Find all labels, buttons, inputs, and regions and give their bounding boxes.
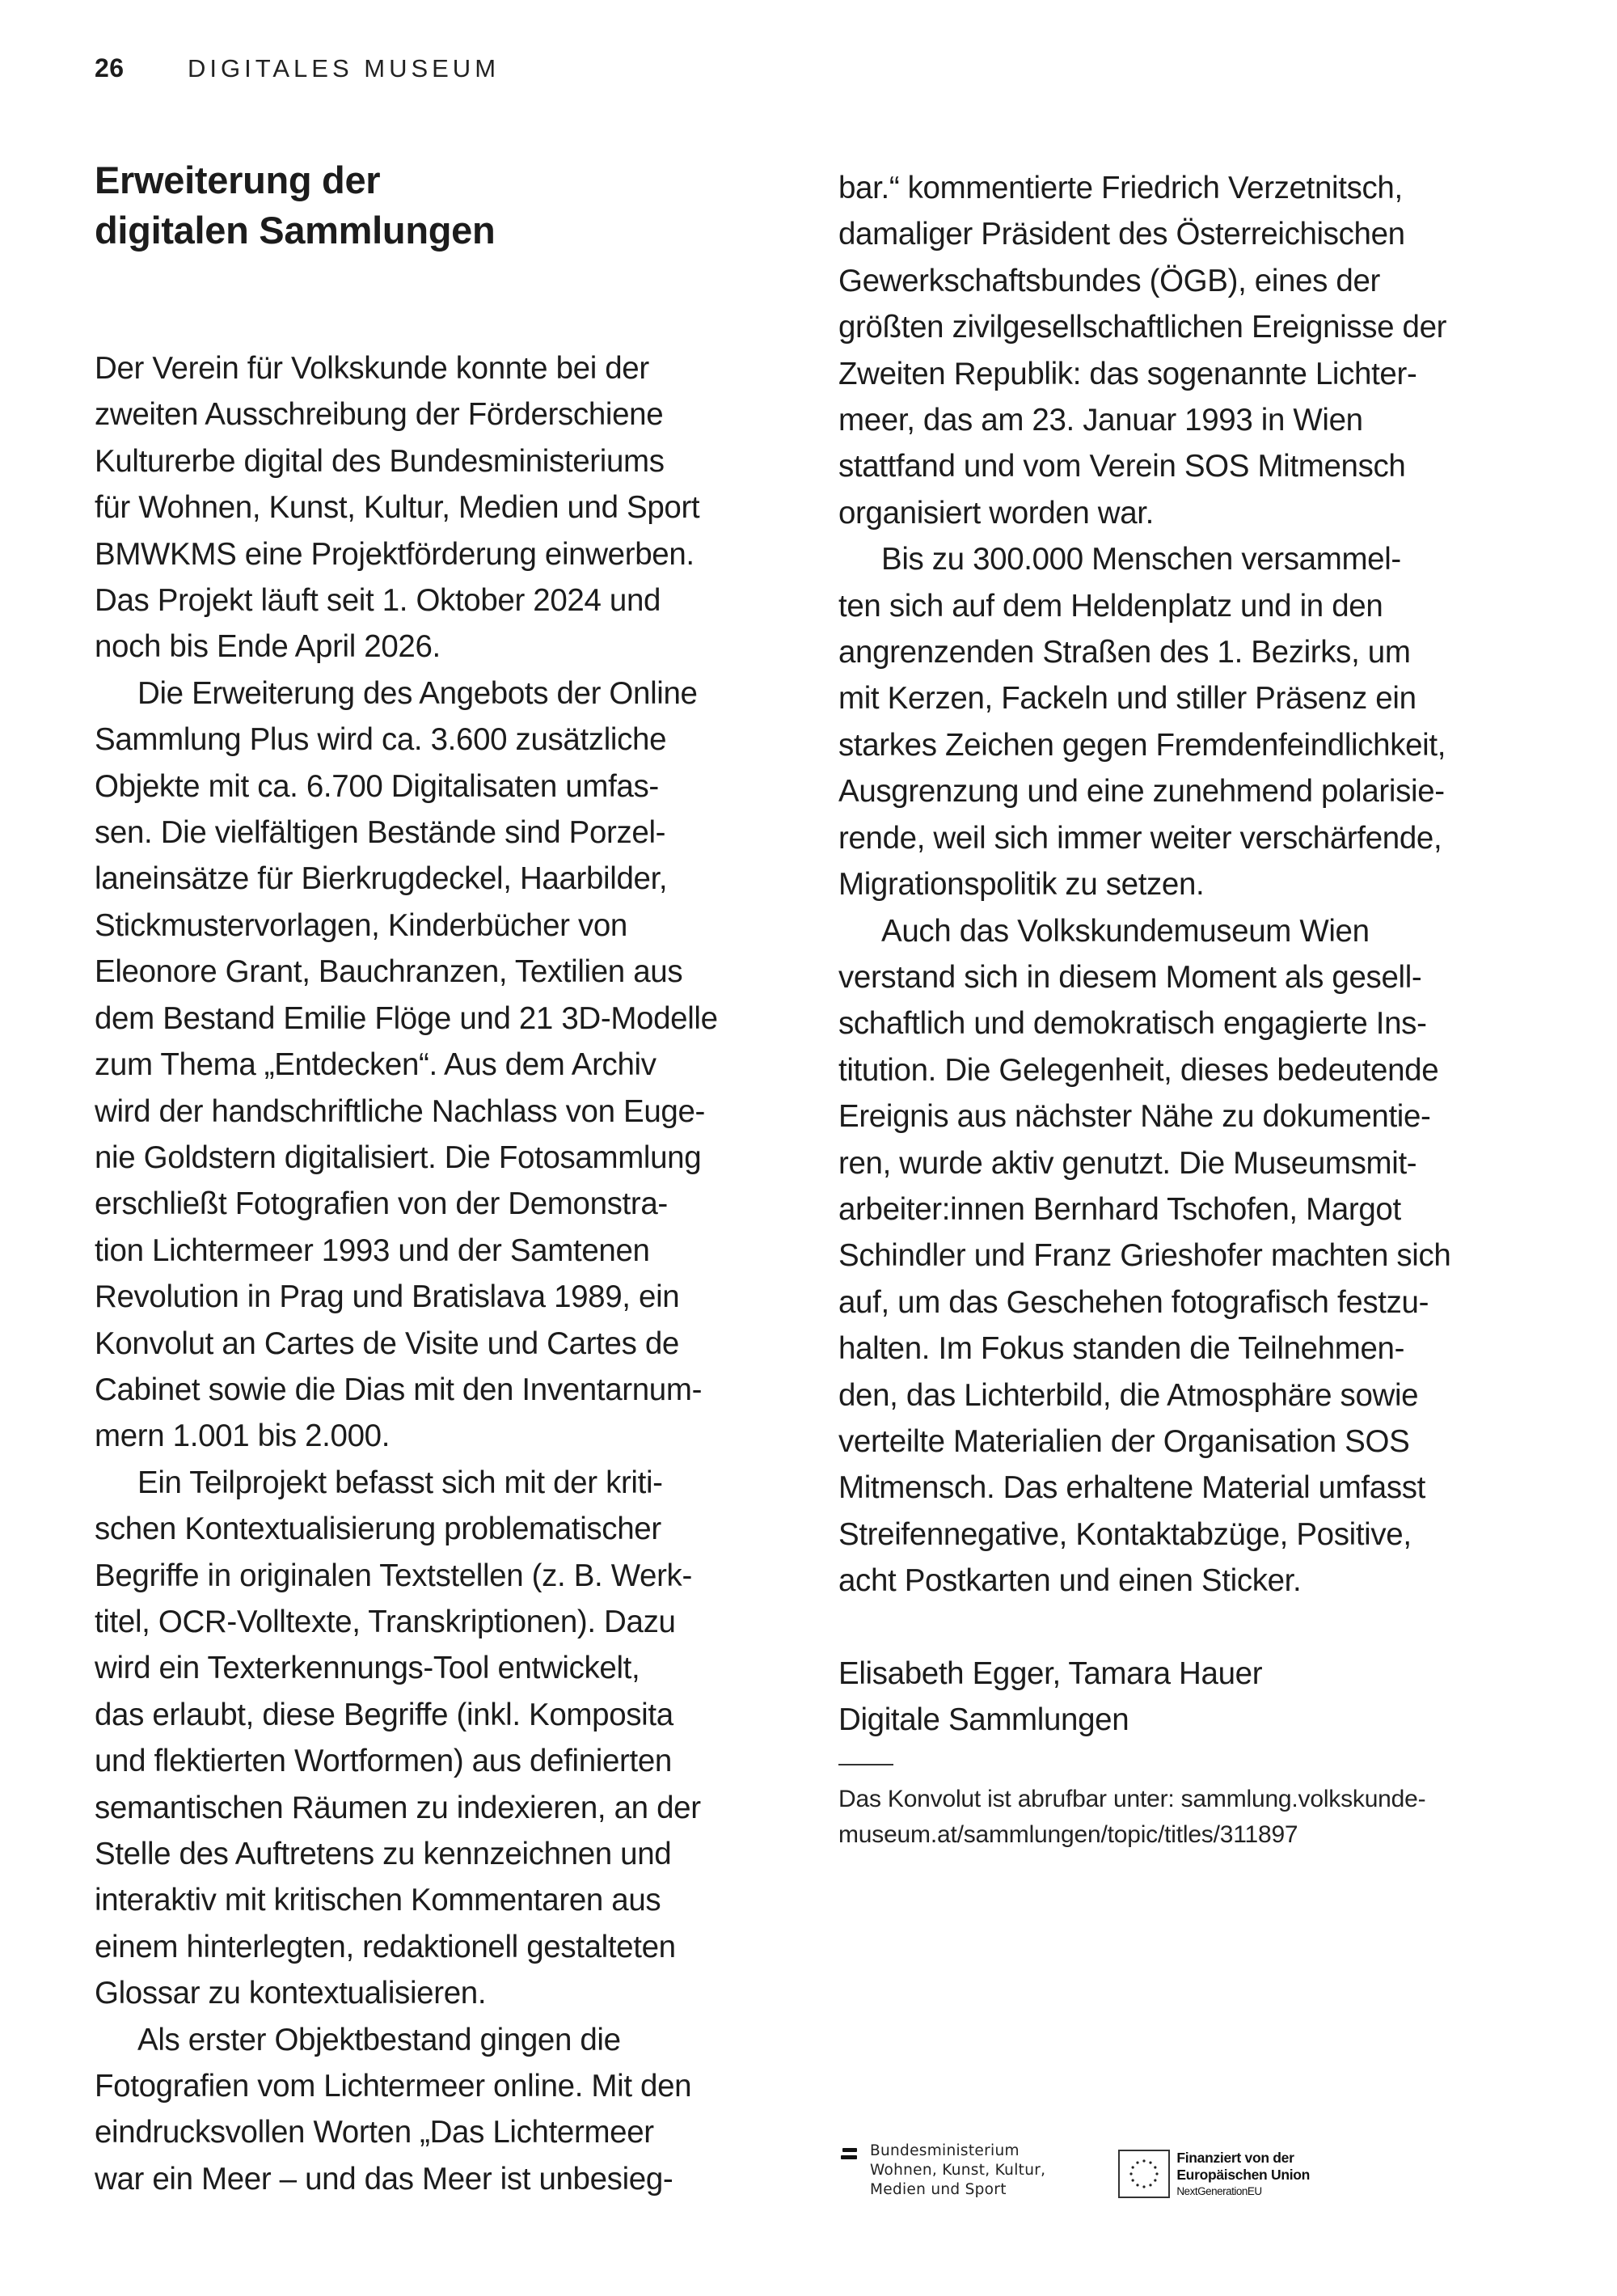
text-line: Fotografien vom Lichtermeer online. Mit den [95, 2069, 692, 2104]
text-line: mern 1.001 bis 2.000. [95, 1419, 391, 1454]
text-line: angrenzenden Straßen des 1. Bezirks, um [838, 635, 1411, 670]
footnote-divider [838, 1764, 893, 1765]
text-line: verstand sich in diesem Moment als gesell- [838, 959, 1422, 995]
ministry-line: Medien und Sport [870, 2181, 1007, 2198]
text-line: zum Thema „Entdecken“. Aus dem Archiv [95, 1047, 657, 1083]
article-title [95, 155, 758, 256]
text-line: den, das Lichterbild, die Atmosphäre sowie [838, 1377, 1419, 1413]
text-line: titel, OCR-Volltexte, Transkriptionen). Dazu [95, 1604, 676, 1639]
footnote [838, 1782, 1566, 1853]
text-line: organisiert worden war. [838, 495, 1154, 531]
eu-star [1130, 2172, 1133, 2175]
eu-star [1143, 2185, 1146, 2188]
text-line: Revolution in Prag und Bratislava 1989, ein [95, 1279, 680, 1315]
eu-line: NextGenerationEU [1176, 2185, 1262, 2197]
text-line: nie Goldstern digitalisiert. Die Fotosammlung [95, 1140, 702, 1175]
text-line: Als erster Objektbestand gingen die [137, 2022, 621, 2057]
text-line: Streifennegative, Kontaktabzüge, Positive, [838, 1516, 1412, 1552]
eu-star [1132, 2179, 1134, 2181]
text-line: erschließt Fotografien von der Demonstra- [95, 1186, 668, 1222]
paragraph [95, 670, 806, 1460]
text-line: Kulturerbe digital des Bundesministeriums [95, 443, 665, 479]
paragraph [95, 2017, 806, 2203]
eu-flag-icon [1118, 2150, 1170, 2198]
author-block [838, 1651, 1566, 1744]
text-line: zweiten Ausschreibung der Förderschiene [95, 397, 664, 433]
text-line: starkes Zeichen gegen Fremdenfeindlichkeit, [838, 727, 1446, 763]
text-line: dem Bestand Emilie Flöge und 21 3D-Modelle [95, 1000, 718, 1036]
text-line: Das Projekt läuft seit 1. Oktober 2024 und [95, 583, 661, 619]
text-line: Stickmustervorlagen, Kinderbücher von [95, 907, 627, 943]
right-column [838, 165, 1566, 1853]
department: Digitale Sammlungen [838, 1702, 1129, 1737]
text-line: Eleonore Grant, Bauchranzen, Textilien aus [95, 954, 683, 990]
text-line: Bis zu 300.000 Menschen versammel- [881, 542, 1401, 577]
eu-star [1137, 2162, 1139, 2164]
text-line: war ein Meer – und das Meer ist unbesieg- [95, 2161, 673, 2197]
ministry-logo-text [870, 2142, 1045, 2200]
text-line: titution. Die Gelegenheit, dieses bedeutende [838, 1052, 1439, 1088]
text-line: schen Kontextualisierung problematischer [95, 1512, 661, 1547]
eu-star [1132, 2166, 1134, 2168]
eu-star [1137, 2184, 1139, 2186]
paragraph [95, 1460, 806, 2017]
eu-star [1156, 2172, 1159, 2175]
text-line: semantischen Räumen zu indexieren, an der [95, 1790, 701, 1825]
text-line: Ausgrenzung und eine zunehmend polarisie- [838, 774, 1445, 810]
footnote-line[interactable]: museum.at/sammlungen/topic/titles/311897 [838, 1821, 1298, 1849]
title-line: digitalen Sammlungen [95, 209, 496, 252]
eu-star [1150, 2184, 1152, 2186]
text-line: stattfand und vom Verein SOS Mitmensch [838, 449, 1406, 484]
footnote-line[interactable]: Das Konvolut ist abrufbar unter: sammlung.volkskunde- [838, 1786, 1426, 1813]
text-line: halten. Im Fokus standen die Teilnehmen- [838, 1331, 1405, 1367]
text-line: eindrucksvollen Worten „Das Lichtermeer [95, 2115, 654, 2150]
text-line: Gewerkschaftsbundes (ÖGB), eines der [838, 263, 1381, 298]
text-line: Ereignis aus nächster Nähe zu dokumentie- [838, 1099, 1431, 1135]
right-paragraphs [838, 165, 1566, 1605]
left-column [95, 345, 806, 2202]
text-line: Glossar zu kontextualisieren. [95, 1976, 487, 2011]
text-line: Objekte mit ca. 6.700 Digitalisaten umfas- [95, 768, 659, 804]
text-line: tion Lichtermeer 1993 und der Samtenen [95, 1233, 650, 1268]
eu-logo [1118, 2150, 1310, 2200]
text-line: Schindler und Franz Grieshofer machten sich [838, 1238, 1451, 1274]
page-number: 26 [95, 53, 125, 82]
text-line: laneinsätze für Bierkrugdeckel, Haarbilder, [95, 861, 668, 897]
text-line: Ein Teilprojekt befasst sich mit der kriti- [137, 1465, 663, 1500]
ministry-line: Wohnen, Kunst, Kultur, [870, 2162, 1046, 2179]
text-line: mit Kerzen, Fackeln und stiller Präsenz ein [838, 681, 1416, 717]
text-line: wird der handschriftliche Nachlass von Euge- [95, 1093, 705, 1129]
text-line: acht Postkarten und einen Sticker. [838, 1563, 1302, 1599]
text-line: Stelle des Auftretens zu kennzeichnen und [95, 1837, 672, 1871]
authors: Elisabeth Egger, Tamara Hauer [838, 1655, 1263, 1691]
text-line: sen. Die vielfältigen Bestände sind Porzel- [95, 815, 666, 851]
text-line: einem hinterlegten, redaktionell gestalteten [95, 1929, 676, 1964]
text-line: ren, wurde aktiv genutzt. Die Museumsmit- [838, 1145, 1417, 1181]
text-line: Auch das Volkskundemuseum Wien [881, 913, 1370, 949]
text-line: verteilte Materialien der Organisation SOS [838, 1423, 1410, 1459]
eu-line: Europäischen Union [1176, 2167, 1311, 2183]
text-line: Sammlung Plus wird ca. 3.600 zusätzliche [95, 722, 667, 758]
text-line: und flektierten Wortformen) aus definierten [95, 1744, 672, 1779]
text-line: Konvolut an Cartes de Visite und Cartes de [95, 1326, 679, 1361]
text-line: Die Erweiterung des Angebots der Online [137, 675, 698, 711]
text-line: Begriffe in originalen Textstellen (z. B. Werk- [95, 1558, 692, 1593]
text-line: BMWKMS eine Projektförderung einwerben. [95, 536, 695, 572]
text-line: auf, um das Geschehen fotografisch festzu- [838, 1284, 1429, 1320]
ministry-line: Bundesministerium [870, 2142, 1020, 2159]
eu-star [1143, 2159, 1146, 2162]
text-line: Mitmensch. Das erhaltene Material umfasst [838, 1470, 1425, 1506]
title-line: Erweiterung der [95, 159, 381, 201]
text-line: noch bis Ende April 2026. [95, 629, 441, 665]
text-line: arbeiter:innen Bernhard Tschofen, Margot [838, 1191, 1401, 1227]
text-line: interaktiv mit kritischen Kommentaren aus [95, 1883, 661, 1918]
austria-ministry-mark-icon [841, 2148, 857, 2163]
text-line: Migrationspolitik zu setzen. [838, 867, 1205, 903]
text-line: größten zivilgesellschaftlichen Ereignisse der [838, 310, 1447, 345]
eu-star [1150, 2162, 1152, 2164]
running-title: DIGITALES MUSEUM [188, 54, 500, 82]
ministry-logo [841, 2142, 1045, 2200]
eu-star [1155, 2166, 1157, 2168]
paragraph [95, 345, 806, 670]
page-header [95, 53, 500, 89]
eu-star [1155, 2179, 1157, 2181]
text-line: das erlaubt, diese Begriffe (inkl. Komposita [95, 1697, 673, 1732]
text-line: schaftlich und demokratisch engagierte Ins- [838, 1006, 1427, 1042]
eu-line: Finanziert von der [1176, 2150, 1294, 2166]
paragraph [838, 536, 1566, 907]
text-line: für Wohnen, Kunst, Kultur, Medien und Sport [95, 490, 700, 526]
paragraph [838, 165, 1566, 536]
text-line: Der Verein für Volkskunde konnte bei der [95, 351, 649, 386]
text-line: rende, weil sich immer weiter verschärfende, [838, 820, 1442, 856]
text-line: damaliger Präsident des Österreichischen [838, 217, 1405, 252]
text-line: Zweiten Republik: das sogenannte Lichter- [838, 356, 1417, 391]
text-line: bar.“ kommentierte Friedrich Verzetnitsch, [838, 171, 1403, 205]
text-line: ten sich auf dem Heldenplatz und in den [838, 588, 1383, 624]
funding-logos [841, 2142, 1310, 2200]
text-line: Cabinet sowie die Dias mit den Inventarnum- [95, 1372, 703, 1407]
text-line: meer, das am 23. Januar 1993 in Wien [838, 403, 1363, 438]
eu-logo-text [1176, 2150, 1310, 2200]
text-line: wird ein Texterkennungs-Tool entwickelt, [95, 1651, 640, 1686]
paragraph [838, 908, 1566, 1605]
